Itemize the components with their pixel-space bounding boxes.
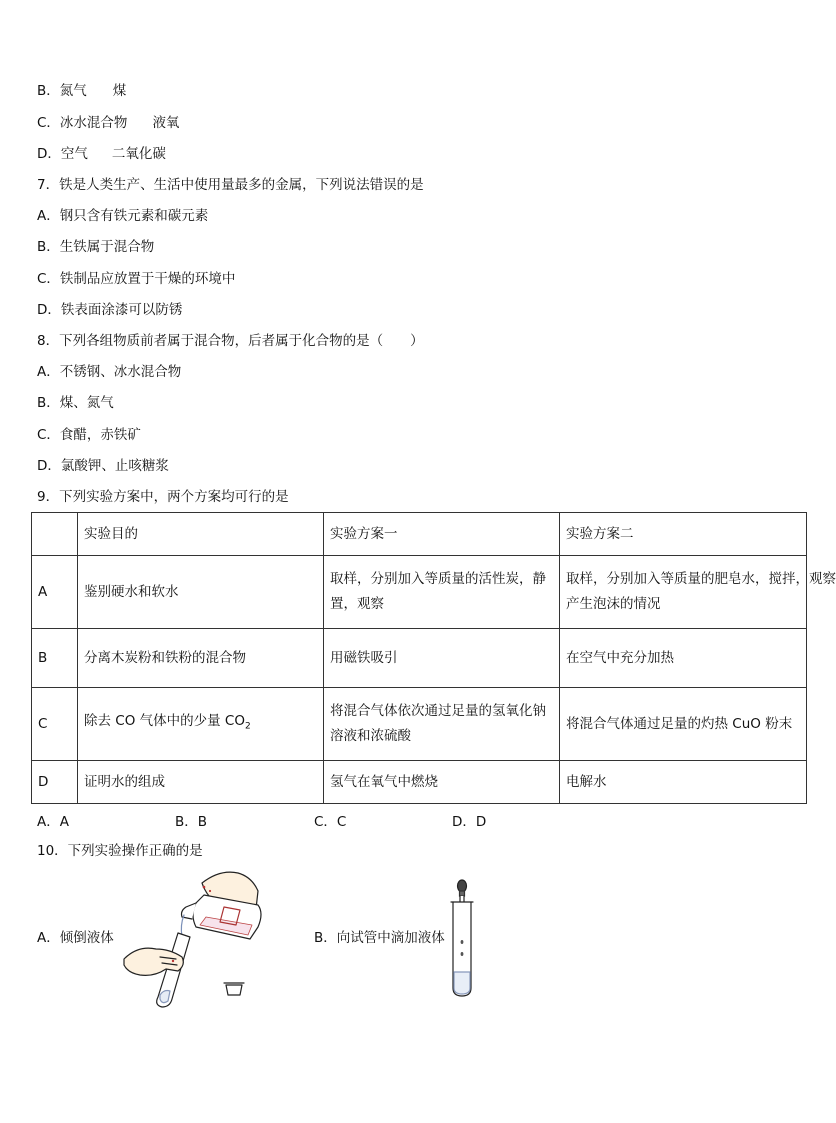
table-header-cell: 实验方案一 xyxy=(324,513,560,556)
table-cell-plan1: 将混合气体依次通过足量的氢氧化钠溶液和浓硫酸 xyxy=(324,688,560,761)
table-header-cell: 实验方案二 xyxy=(560,513,807,556)
q7-option-b: B．生铁属于混合物 xyxy=(37,239,155,255)
q7-option-d: D．铁表面涂漆可以防锈 xyxy=(37,302,183,318)
q6-option-c xyxy=(37,114,179,132)
pouring-liquid-illustration xyxy=(120,865,270,1010)
table-row xyxy=(32,629,807,688)
q6-option-b xyxy=(37,82,126,100)
table-cell-plan2: 将混合气体通过足量的灼热 CuO 粉末 xyxy=(560,688,807,761)
table-cell-goal: 鉴别硬水和软水 xyxy=(78,556,324,629)
q7-option-c: C．铁制品应放置于干燥的环境中 xyxy=(37,271,236,287)
table-cell-plan1: 取样，分别加入等质量的活性炭，静置，观察 xyxy=(324,556,560,629)
subscript: 2 xyxy=(244,721,251,732)
q9-stem: 9．下列实验方案中，两个方案均可行的是 xyxy=(37,489,289,505)
q10-option-a: A．倾倒液体 xyxy=(37,930,114,946)
table-cell-goal: 证明水的组成 xyxy=(78,761,324,804)
q6-option-b-label: B．氮气 xyxy=(37,83,87,99)
table-header-row xyxy=(32,513,807,556)
q8-option-b: B．煤、氮气 xyxy=(37,395,114,411)
q8-stem: 8．下列各组物质前者属于混合物，后者属于化合物的是（ ） xyxy=(37,333,424,349)
q6-option-d-value: 二氧化碳 xyxy=(111,146,166,162)
table-cell-id: C xyxy=(32,688,78,761)
table-cell-goal-text: 除去 CO 气体中的少量 CO xyxy=(84,712,245,729)
q6-option-c-value: 液氧 xyxy=(152,115,180,131)
table-cell-plan1: 用磁铁吸引 xyxy=(324,629,560,688)
q6-option-b-value: 煤 xyxy=(112,83,127,99)
q10-stem: 10．下列实验操作正确的是 xyxy=(37,843,203,859)
table-cell-plan2: 电解水 xyxy=(560,761,807,804)
q9-choice-a: A．A xyxy=(37,814,69,830)
q9-choice-d: D．D xyxy=(452,814,487,830)
q7-option-a: A．钢只含有铁元素和碳元素 xyxy=(37,208,209,224)
q9-choice-b: B．B xyxy=(175,814,208,830)
q9-choice-c: C．C xyxy=(314,814,347,830)
table-row xyxy=(32,556,807,629)
q8-option-d: D．氯酸钾、止咳糖浆 xyxy=(37,458,169,474)
q8-option-c: C．食醋，赤铁矿 xyxy=(37,427,141,443)
q6-option-c-label: C．冰水混合物 xyxy=(37,115,128,131)
table-cell-goal xyxy=(78,688,324,761)
table-cell-id: D xyxy=(32,761,78,804)
table-cell-id: A xyxy=(32,556,78,629)
experiment-table xyxy=(31,512,836,804)
q6-option-d-label: D．空气 xyxy=(37,146,88,162)
q6-option-d xyxy=(37,145,166,163)
table-cell-plan2: 在空气中充分加热 xyxy=(560,629,807,688)
q7-stem: 7．铁是人类生产、生活中使用量最多的金属，下列说法错误的是 xyxy=(37,177,424,193)
table-cell-goal: 分离木炭粉和铁粉的混合物 xyxy=(78,629,324,688)
dropper-test-tube-illustration xyxy=(440,876,484,1001)
table-cell-plan2-text: 取样，分别加入等质量的肥皂水，搅拌，观察产生泡沫的情况 xyxy=(566,571,836,612)
table-cell-id: B xyxy=(32,629,78,688)
q9-choices xyxy=(37,810,537,828)
table-cell-plan1: 氢气在氧气中燃烧 xyxy=(324,761,560,804)
table-header-cell xyxy=(32,513,78,556)
table-header-cell: 实验目的 xyxy=(78,513,324,556)
table-row xyxy=(32,688,807,761)
q8-option-a: A．不锈钢、冰水混合物 xyxy=(37,364,182,380)
table-row xyxy=(32,761,807,804)
q10-option-b: B．向试管中滴加液体 xyxy=(314,930,445,946)
table-cell-plan2 xyxy=(560,556,836,629)
